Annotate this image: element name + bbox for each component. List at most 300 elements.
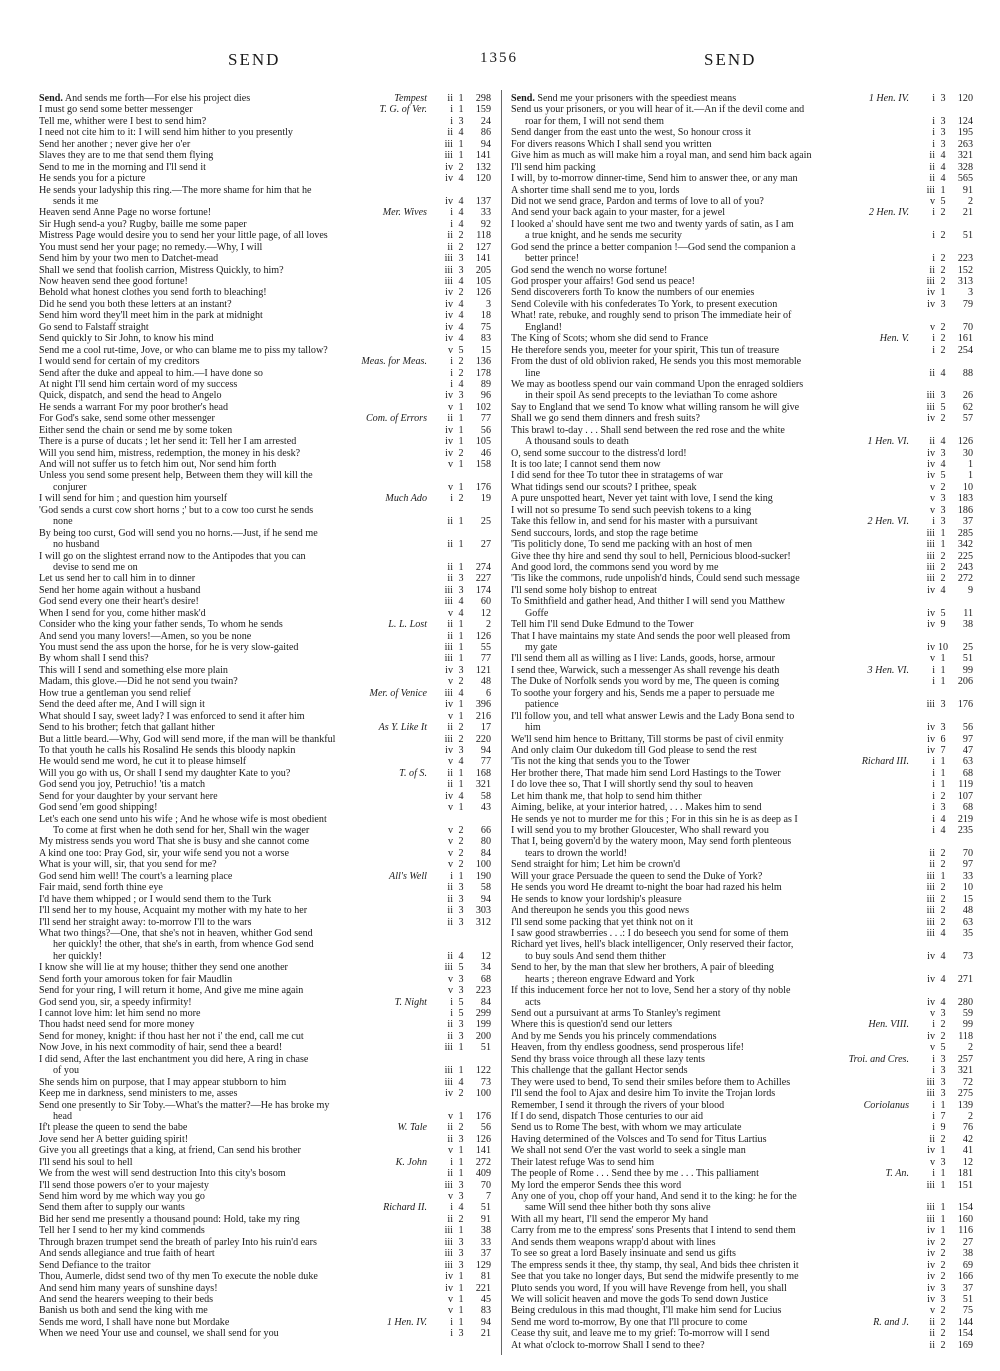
concordance-entry [39,1145,491,1156]
concordance-entry [39,253,491,264]
entry-reference [430,276,491,287]
act-scene-line: v 2 66 [447,825,491,836]
entry-reference [430,642,491,653]
act-scene-line: iii 4 35 [926,927,973,939]
concordance-entry [39,825,491,836]
entry-quotation: Will you send him, mistress, redemption, the money in his desk? [39,447,301,459]
concordance-entry [511,631,973,642]
entry-quotation: Mistress Page would desire you to send her your little page, of all loves [39,230,328,242]
entry-quotation: That I, being govern'd by the watery moon, May send forth plenteous [511,836,792,848]
entry-reference [912,173,973,184]
act-scene-line: iv 3 37 [927,1282,973,1294]
entry-quotation: Thou, Aumerle, didst send two of thy men To execute the noble duke [39,1271,318,1283]
entry-quotation: God send you, sir, a speedy infirmity! [39,996,192,1008]
entry-quotation: in their spoil As send precepts to the leviathan To come ashore [525,390,778,402]
entry-reference [382,493,491,504]
concordance-entry [511,1294,973,1305]
entry-quotation: I'll send them all as willing as I live: Lands, goods, horse, armour [511,653,775,665]
entry-quotation: Send him word they'll meet him in the park at midnight [39,310,263,322]
entry-quotation: I need not cite him to it: I will send him hither to you presently [39,127,293,139]
concordance-entry [39,756,491,767]
concordance-entry [39,596,491,607]
entry-reference [912,585,973,596]
entry-quotation: I do love thee so, That I will shortly send thy soul to heaven [511,779,754,791]
act-scene-line: i 3 37 [932,516,973,528]
entry-reference [430,379,491,390]
entry-quotation: Keep me in darkness, send ministers to me, asses [39,1088,238,1100]
concordance-entry [39,985,491,996]
concordance-entry [511,653,973,664]
act-scene-line: i 3 321 [932,1065,973,1077]
act-scene-line: i 2 19 [450,493,491,505]
entry-quotation: Let him thank me, that holp to send him thither [511,790,702,802]
entry-quotation: Send her home again without a husband [39,584,201,596]
concordance-entry [39,894,491,905]
act-scene-line: i 1 181 [932,1168,973,1180]
concordance-entry [511,619,973,630]
work-title: 1 Hen. IV. [386,1316,427,1328]
act-scene-line: ii 3 58 [447,882,491,894]
entry-quotation: Say to England that we send To know what willing ransom he will give [511,401,800,413]
act-scene-line: i 4 219 [932,813,973,825]
entry-quotation: England! [525,321,562,333]
entry-reference [430,253,491,264]
entry-quotation: To that youth he calls his Rosalind He sends this bloody napkin [39,744,296,756]
act-scene-line: ii 1 298 [447,93,491,104]
entry-quotation: A kind one too: Pray God, sir, your wife send you not a worse [39,847,289,859]
concordance-entry [39,299,491,310]
entry-reference [865,1019,973,1030]
entry-quotation: What should I say, sweet lady? I was enforced to send it after him [39,710,305,722]
entry-reference [912,608,973,619]
concordance-entry [39,1248,491,1259]
entry-quotation: Send straight for him; Let him be crown'd [511,859,681,871]
concordance-entry [511,1042,973,1053]
entry-quotation: This will I send and something else more plain [39,664,228,676]
entry-quotation: Heaven, from thy endless goodness, send prosperous life! [511,1042,744,1054]
entry-quotation: Take this fellow in, and send for his master with a pursuivant [511,516,758,528]
concordance-column-right [511,93,973,1351]
entry-reference [912,1134,973,1145]
concordance-entry [511,139,973,150]
concordance-entry [39,745,491,756]
act-scene-line: v 2 10 [929,481,973,493]
act-scene-line: i 4 92 [450,218,491,230]
entry-quotation: They were used to bend, To send their smiles before them to Achilles [511,1076,791,1088]
entry-reference [430,1145,491,1156]
concordance-entry [511,516,973,527]
concordance-entry [511,1305,973,1316]
act-scene-line: v 5 15 [447,344,491,356]
entry-quotation: a true knight, and he sends me security [525,230,682,242]
concordance-entry [39,836,491,847]
entry-quotation: Did not we send grace, Pardon and terms of love to all of you? [511,195,764,207]
entry-quotation: Quick, dispatch, and send the head to Angelo [39,390,222,402]
concordance-entry [511,871,973,882]
act-scene-line: v 4 77 [447,756,491,768]
entry-quotation: Tell her I send to her my kind commends [39,1225,205,1237]
entry-reference [912,505,973,516]
entry-reference [846,1054,973,1065]
entry-reference [430,1031,491,1042]
entry-quotation: God send the wench no worse fortune! [511,264,668,276]
entry-quotation: God send you joy, Petruchio! 'tis a match [39,779,205,791]
act-scene-line: iii 3 26 [926,390,973,402]
concordance-entry [511,162,973,173]
concordance-column-left [39,93,491,1340]
entry-quotation: Send Defiance to the traitor [39,1259,151,1271]
entry-quotation: Consider who the king your father sends, To whom he sends [39,619,283,631]
entry-quotation: roar for them, I will not send them [525,115,665,127]
entry-reference [430,265,491,276]
entry-quotation: Give him as much as will make him a royal man, and send him back again [511,150,812,162]
work-title: Mer. of Venice [369,687,427,699]
concordance-entry [39,848,491,859]
entry-reference [430,287,491,298]
entry-quotation: devise to send me on [53,561,138,573]
entry-quotation: my gate [525,642,558,653]
entry-quotation: I'll send some holy bishop to entreat [511,584,657,596]
entry-reference [912,493,973,504]
entry-quotation: Heaven send Anne Page no worse fortune! [39,207,212,219]
concordance-entry [39,699,491,710]
work-title: T. of S. [399,767,427,779]
concordance-entry [39,1271,491,1282]
entry-quotation: Jove send her A better guiding spirit! [39,1133,189,1145]
act-scene-line: v 1 216 [447,710,491,722]
entry-reference [430,516,491,527]
entry-quotation: If I do send, dispatch Those centuries to our aid [511,1110,704,1122]
entry-quotation: line [525,367,541,379]
concordance-entry [511,1191,973,1202]
concordance-entry [511,1214,973,1225]
act-scene-line: iii 3 174 [444,584,491,596]
entry-quotation: I'll follow you, and tell what answer Lewis and the Lady Bona send to [511,710,795,722]
act-scene-line: iii 1 51 [444,1042,491,1054]
concordance-entry [39,711,491,722]
concordance-entry [511,345,973,356]
act-scene-line: ii 3 199 [447,1019,491,1031]
entry-reference [912,390,973,401]
act-scene-line: iii 1 141 [444,150,491,162]
entry-quotation: And will not suffer us to fetch him out, Nor send him forth [39,459,277,470]
act-scene-line: ii 1 77 [447,413,491,425]
entry-quotation: You must send the ass upon the horse, for he is very slow-gaited [39,642,299,653]
concordance-entry [39,1157,491,1168]
concordance-entry [511,699,973,710]
act-scene-line: iv 4 137 [445,195,491,207]
entry-quotation: To soothe your forgery and his, Sends me a paper to persuade me [511,687,775,699]
concordance-entry [511,573,973,584]
work-title: R. and J. [873,1316,909,1328]
entry-quotation: Send Colevile with his confederates To York, to present execution [511,298,778,310]
entry-quotation: By being too curst, God will send you no horns.—Just, if he send me [39,527,318,539]
work-title: Richard III. [861,756,909,768]
concordance-entry [511,745,973,756]
act-scene-line: iv 4 9 [927,584,973,596]
entry-reference [380,1202,491,1213]
act-scene-line: iv 3 30 [927,447,973,459]
entry-reference [912,459,973,470]
concordance-entry [39,676,491,687]
entry-reference [430,345,491,356]
concordance-entry [511,1054,973,1065]
concordance-entry [39,802,491,813]
concordance-entry [39,310,491,321]
entry-quotation: God send 'em good shipping! [39,802,158,814]
entry-quotation: Give thee thy hire and send thy soul to hell, Pernicious blood-sucker! [511,550,791,562]
entry-reference [912,413,973,424]
entry-quotation: If't please the queen to send the babe [39,1122,188,1134]
concordance-entry [39,528,491,539]
act-scene-line: i 2 223 [932,253,973,265]
entry-quotation: I'll send those powers o'er to your majesty [39,1179,209,1191]
concordance-entry [511,596,973,607]
entry-reference [430,242,491,253]
concordance-entry [39,345,491,356]
concordance-entry [39,1260,491,1271]
entry-quotation: I will send for him ; and question him yourself [39,493,228,505]
act-scene-line: iii 1 77 [444,653,491,665]
concordance-entry [511,768,973,779]
entry-reference [912,322,973,333]
entry-quotation: We'll send him hence to Brittany, Till storms be past of civil enmity [511,733,784,745]
concordance-entry [39,1168,491,1179]
entry-reference [912,1271,973,1282]
act-scene-line: ii 4 565 [929,173,973,185]
act-scene-line: iv 4 73 [927,950,973,962]
entry-quotation: Send him by your two men to Datchet-mead [39,253,219,265]
entry-quotation: From the dust of old oblivion raked, He sends you this most memorable [511,356,802,368]
concordance-entry [511,836,973,847]
entry-reference [430,734,491,745]
act-scene-line: v 5 2 [929,1042,973,1054]
entry-quotation: I send thee, Warwick, such a messenger As shall revenge his death [511,664,780,676]
act-scene-line: i 1 159 [450,104,491,116]
concordance-entry [39,573,491,584]
entry-reference [430,1328,491,1339]
concordance-entry [511,848,973,859]
entry-quotation: At what o'clock to-morrow Shall I send to thee? [511,1339,705,1351]
concordance-entry [39,1134,491,1145]
act-scene-line: v 2 70 [929,321,973,333]
entry-quotation: Richard yet lives, hell's black intelligencer, Only reserved their factor, [511,939,794,951]
entry-reference [912,482,973,493]
entry-quotation: What tidings send our scouts? I prithee, speak [511,481,697,493]
concordance-entry [511,779,973,790]
act-scene-line: ii 3 227 [447,573,491,585]
act-scene-line: ii 2 144 [929,1316,973,1328]
entry-reference [430,791,491,802]
entry-reference [912,551,973,562]
entry-reference [912,287,973,298]
entry-reference [430,962,491,973]
entry-reference [430,951,491,962]
concordance-entry [511,230,973,241]
entry-quotation: With all my heart, I'll send the emperor My hand [511,1213,709,1225]
entry-reference [912,139,973,150]
act-scene-line: v 2 84 [447,847,491,859]
entry-quotation: Send the deed after me, And I will sign it [39,699,205,711]
entry-reference [912,528,973,539]
act-scene-line: ii 1 25 [447,516,491,528]
entry-reference [430,676,491,687]
entry-quotation: I saw good strawberries . . .: I do beseech you send for some of them [511,927,789,939]
concordance-entry [511,734,973,745]
entry-reference [861,1100,973,1111]
entry-quotation: Slaves they are to me that send them flying [39,150,214,162]
work-title: Hen. VIII. [868,1019,909,1031]
act-scene-line: iv 2 27 [927,1236,973,1248]
concordance-entry [511,185,973,196]
concordance-entry [39,642,491,653]
entry-reference [396,768,491,779]
act-scene-line: i 3 124 [932,115,973,127]
entry-reference [912,562,973,573]
entry-quotation: Send to her, by the man that slew her brothers, A pair of bleeding [511,962,774,974]
act-scene-line: iv 2 132 [445,161,491,173]
concordance-entry [511,814,973,825]
concordance-entry [511,859,973,870]
concordance-entry [39,1317,491,1328]
entry-reference [430,573,491,584]
act-scene-line: iii 1 285 [926,527,973,539]
entry-quotation: I looked a' should have sent me two and twenty yards of satin, as I am [511,218,794,230]
act-scene-line: iii 3 70 [444,1179,491,1191]
running-head-right: SEND [704,50,757,69]
entry-reference [912,150,973,161]
act-scene-line: iii 1 33 [926,870,973,882]
entry-reference [430,894,491,905]
act-scene-line: i 1 190 [450,870,491,882]
entry-quotation: We shall not send O'er the vast world to seek a single man [511,1145,746,1157]
entry-quotation: To Smithfield and gather head, And thither I will send you Matthew [511,596,786,608]
act-scene-line: i 2 161 [932,333,973,345]
entry-quotation: My mistress sends you word That she is busy and she cannot come [39,836,310,848]
act-scene-line: v 3 186 [929,504,973,516]
concordance-entry [39,1328,491,1339]
entry-reference [430,162,491,173]
entry-quotation: to buy souls And send them thither [525,950,666,962]
entry-quotation: Remember, I send it through the rivers of your blood [511,1099,725,1111]
concordance-entry [511,173,973,184]
act-scene-line: iii 4 60 [444,596,491,608]
entry-reference [430,333,491,344]
entry-quotation: I did send, After the last enchantment you did here, A ring in chase [39,1053,309,1065]
entry-reference [430,1305,491,1316]
entry-quotation: Pluto sends you word, If you will have Revenge from hell, you shall [511,1282,787,1294]
entry-quotation: He sends you word He dreamt to-night the boar had razed his helm [511,882,782,894]
entry-reference [912,779,973,790]
entry-reference [430,1077,491,1088]
entry-reference [430,402,491,413]
entry-reference [430,173,491,184]
entry-quotation: I know she will lie at my house; thither they send one another [39,962,288,974]
entry-reference [912,905,973,916]
work-title: 3 Hen. VI. [867,664,909,676]
concordance-entry [511,917,973,928]
entry-quotation: I will go on the slightest errand now to the Antipodes that you can [39,550,306,562]
entry-reference [430,448,491,459]
entry-quotation: And only claim Our dukedom till God please to send the rest [511,744,757,756]
entry-reference [912,894,973,905]
concordance-entry [39,1225,491,1236]
concordance-entry [39,905,491,916]
act-scene-line: v 1 176 [447,1110,491,1122]
entry-reference [912,882,973,893]
act-scene-line: ii 4 321 [929,150,973,162]
concordance-entry [511,368,973,379]
entry-reference [392,997,491,1008]
entry-reference [912,116,973,127]
entry-quotation: Send for money, knight: if thou hast her not i' the end, call me cut [39,1030,304,1042]
entry-reference [912,265,973,276]
concordance-entry [511,608,973,619]
act-scene-line: ii 4 88 [929,367,973,379]
work-title: As Y. Like It [378,722,427,734]
entry-quotation: Send one presently to Sir Toby.—What's the matter?—He has broke my [39,1099,330,1111]
act-scene-line: iv 2 126 [445,287,491,299]
concordance-entry [511,905,973,916]
act-scene-line: iii 3 72 [926,1076,973,1088]
act-scene-line: iii 2 15 [926,893,973,905]
entry-reference [912,1122,973,1133]
entry-quotation: Did he send you both these letters at an instant? [39,298,232,310]
entry-quotation: We may as bootless spend our vain command Upon the enraged soldiers [511,378,804,390]
concordance-entry [511,322,973,333]
concordance-entry [511,104,973,115]
entry-reference [430,585,491,596]
concordance-entry [39,459,491,470]
entry-reference [430,1134,491,1145]
act-scene-line: iii 2 220 [444,733,491,745]
entry-quotation: Send quickly to Sir John, to know his mind [39,333,214,345]
entry-quotation: My lord the emperor Sends thee this word [511,1179,682,1191]
act-scene-line: ii 4 12 [447,950,491,962]
act-scene-line: ii 1 168 [447,767,491,779]
concordance-entry [39,653,491,664]
entry-reference [430,779,491,790]
entry-quotation: When I send for you, come hither mask'd [39,607,206,619]
entry-reference [430,1180,491,1191]
concordance-entry [39,1283,491,1294]
entry-reference [430,1237,491,1248]
entry-reference [912,1031,973,1042]
entry-quotation: acts [525,996,541,1008]
act-scene-line: iv 3 56 [927,722,973,734]
entry-quotation: him [525,722,541,734]
entry-reference [430,196,491,207]
act-scene-line: i 1 68 [932,767,973,779]
entry-quotation: A pure unspotted heart, Never yet taint with love, I send the king [511,493,773,505]
concordance-entry [39,116,491,127]
concordance-entry [39,1214,491,1225]
concordance-entry [39,608,491,619]
concordance-entry [39,139,491,150]
work-title: All's Well [389,870,427,882]
act-scene-line: v 4 12 [447,607,491,619]
entry-quotation: For divers reasons Which I shall send you written [511,138,712,150]
act-scene-line: v 2 75 [929,1305,973,1317]
concordance-entry [39,1191,491,1202]
entry-quotation: of you [53,1065,80,1077]
concordance-entry [39,93,491,104]
entry-reference [430,985,491,996]
act-scene-line: i 7 2 [932,1110,973,1122]
entry-reference [912,1065,973,1076]
concordance-entry [39,482,491,493]
entry-reference [912,1202,973,1213]
